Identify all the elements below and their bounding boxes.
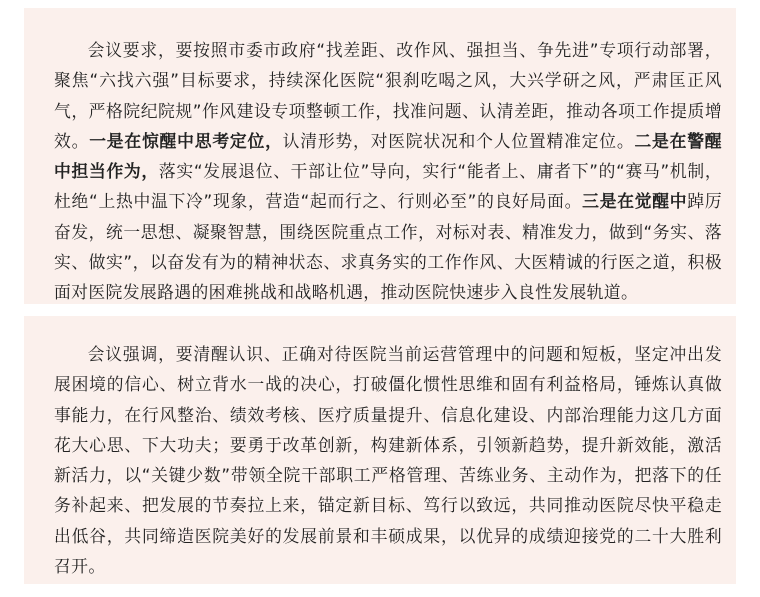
- meeting-emphasis-paragraph: 会议强调，要清醒认识、正确对待医院当前运营管理中的问题和短板，坚定冲出发展困境的信心、树立背水一战的决心，打破僵化惯性思维和固有利益格局，锤炼认真做事能力，在行风整治、绩效考核、医疗质量提升、信息化建设、内部治理能力这几方面花大心思、下大功夫；要勇于改革创新，构建新体系，引领新趋势，提升新效能，激活新活力，以“关键少数”带领全院干部职工严格管理、苦练业务、主动作为，把落下的任务补起来、把发展的节奏拉上来，锚定新目标、笃行以致远，共同推动医院尽快平稳走出低谷，共同缔造医院美好的发展前景和丰硕成果，以优异的成绩迎接党的二十大胜利召开。: [54, 344, 722, 577]
- point-2-marker: 二是: [634, 130, 670, 151]
- point-3-lead: 在觉醒中: [617, 191, 688, 212]
- point-1-marker: 一是: [89, 130, 125, 151]
- point-3-body: 踔厉奋发，统一思想、凝聚智慧，围绕医院重点工作，对标对表、精准发力，做到“务实、落实、做实”，以奋发有为的精神状态、求真务实的工作作风、大医精诚的行医之道，积极面对医院发展路遇的困难挑战和战略机遇，推动医院快速步入良性发展轨道。: [54, 191, 722, 303]
- point-3-marker: 三是: [582, 191, 618, 212]
- point-1-lead: 在惊醒中思考定位，: [124, 130, 283, 151]
- point-2-body: 落实“发展退位、干部让位”导向，实行“能者上、庸者下”的“赛马”机制，杜绝“上热中温下冷”现象，营造“起而行之、行则必至”的良好局面。: [54, 161, 722, 212]
- intro-text: 会议要求，要按照市委市政府“找差距、改作风、强担当、争先进”专项行动部署，聚焦“六找六强”目标要求，持续深化医院“狠刹吃喝之风，大兴学研之风，严肃匡正风气，严格院纪院规”作风建设专项整顿工作，找准问题、认清差距，推动各项工作提质增效。: [54, 40, 722, 151]
- meeting-requirements-card: [24, 8, 736, 304]
- meeting-requirements-paragraph: [54, 35, 722, 308]
- point-1-body: 认清形势，对医院状况和个人位置精准定位。: [282, 130, 635, 151]
- meeting-emphasis-card: [24, 316, 736, 584]
- point-2-lead: 在警醒中担当作为，: [54, 130, 722, 182]
